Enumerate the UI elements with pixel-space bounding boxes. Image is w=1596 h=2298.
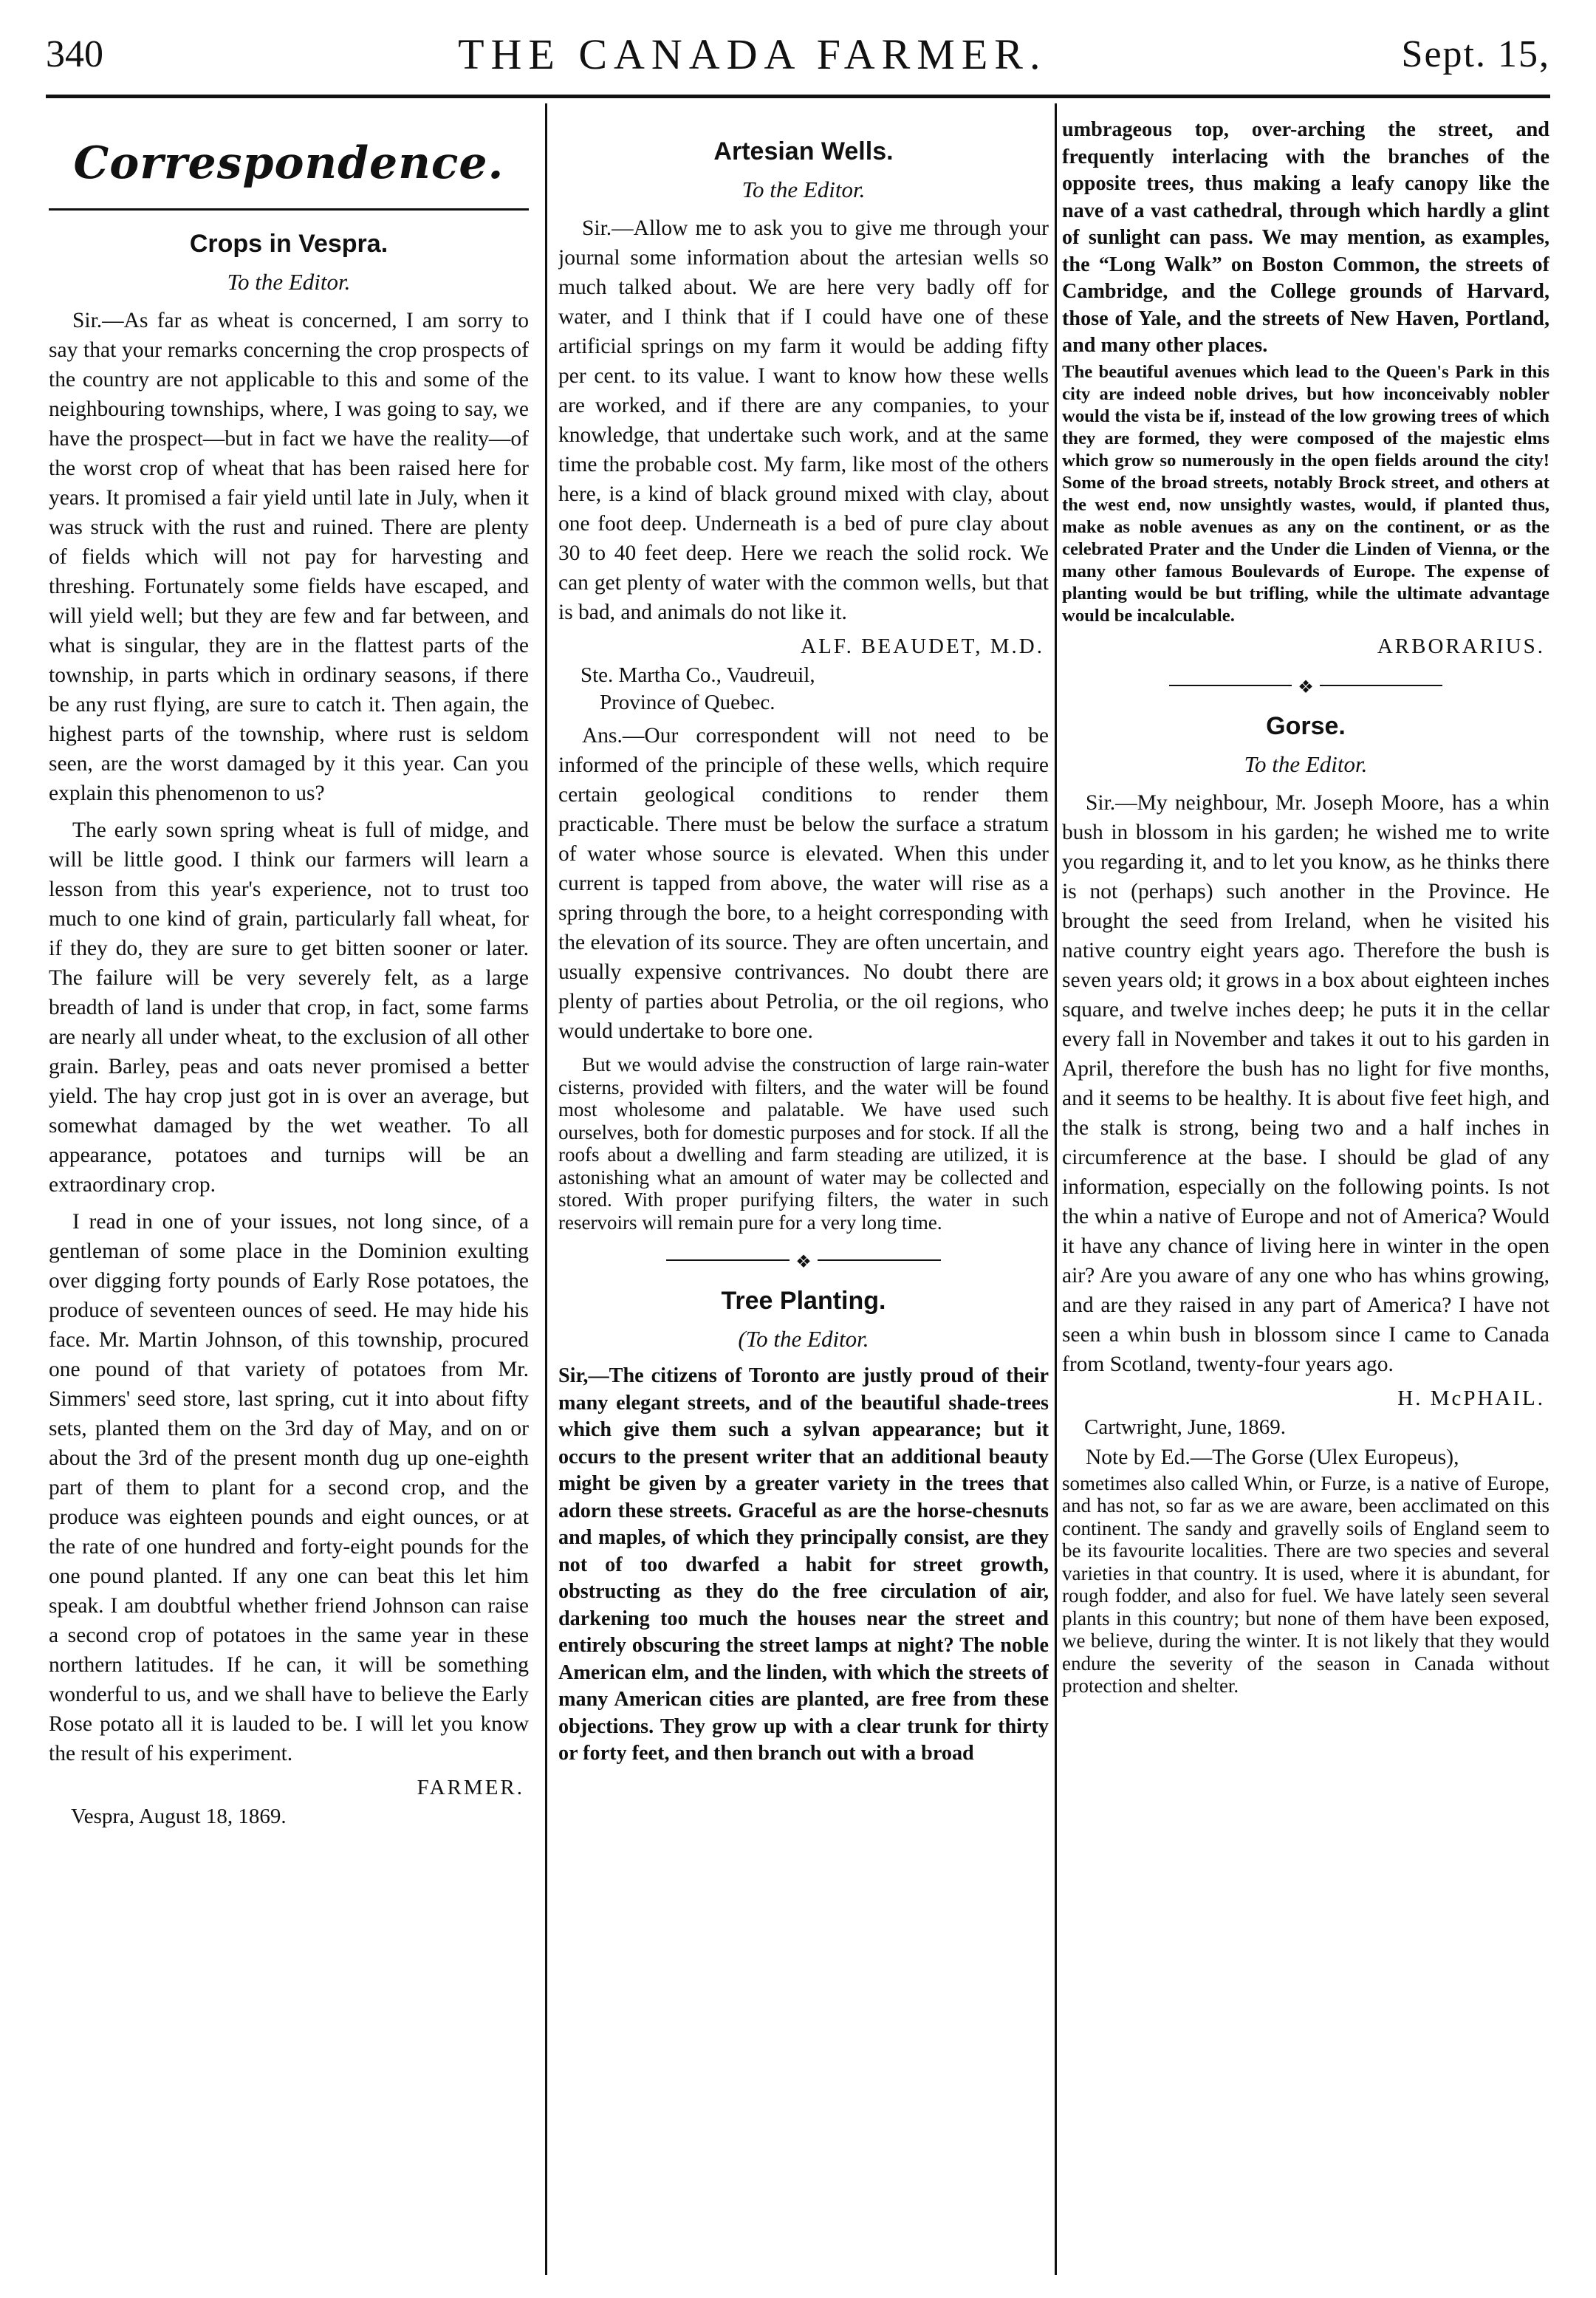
editor-note xyxy=(1062,1443,1549,1472)
article-heading-tree: Tree Planting. xyxy=(721,1287,886,1315)
column-2 xyxy=(558,117,1049,2274)
dateline: Ste. Martha Co., Vaudreuil, xyxy=(580,663,815,687)
to-editor-line: To the Editor. xyxy=(1244,750,1368,777)
dateline: Province of Quebec. xyxy=(600,691,775,714)
column-rule-2 xyxy=(1055,103,1057,2275)
editor-answer: But we would advise the construction of large rain-water cisterns, provided with filters, and the water will be found most wholesome and palatable. We have used such ourselves, both for domestic purposes and for stock. If all the roofs about a dwelling and farm steading are utilized, it is astonishing what an amount of water may be collected and stored. With proper purifying filters, the water in such reservoirs will remain pure for a very long time. xyxy=(558,1053,1049,1234)
signature: ALF. BEAUDET, M.D. xyxy=(801,635,1044,658)
to-editor-line: (To the Editor. xyxy=(738,1326,869,1352)
editor-note-body: sometimes also called Whin, or Furze, is a native of Europe, and has not, so far as we are aware, been acclimated on this continent. The sandy and gravelly soils of England seem to be its favourite localities. There are two species and several varieties in that country. It is used, where it is abundant, for rough fodder, and also for fuel. We have lately seen several plants in this country; but none of them have been exposed, we believe, during the winter. It is not likely that they would endure the severity of the season in Canada without protection and shelter. xyxy=(1062,1471,1549,1697)
section-title: Correspondence. xyxy=(73,137,504,189)
article-paragraph: Sir.—My neighbour, Mr. Joseph Moore, has a whin bush in blossom in his garden; he wished me to write you regarding it, and to let you know, as he thinks there is not (perhaps) such another in the Province. He brought the seed from Ireland, when he visited his native country eight years ago. Therefore the bush is seven years old; it grows in a box about eighteen inches square, and twelve inches deep; he puts it in the cellar every fall in November and takes it out to his garden in April, therefore the bush has no light for five months, and it seems to be healthy. It is about five feet high, and the stalk is strong, being two and a half inches in circumference at the base. I should be glad of any information, especially on the following points. Is not the whin a native of Europe and not of America? Would it have any chance of living here in winter in the open air? Are you aware of any one who has whins growing, and are they raised in any part of America? I have not seen a whin bush in blossom since I came to Canada from Scotland, twenty-four years ago. xyxy=(1062,790,1549,1376)
article-heading-crops: Crops in Vespra. xyxy=(189,230,388,258)
signature: H. McPHAIL. xyxy=(1397,1386,1545,1410)
section-rule xyxy=(49,208,529,211)
editor-note-lead: Note by Ed.—The Gorse (Ulex Europeus), xyxy=(1086,1445,1459,1469)
to-editor-line: To the Editor. xyxy=(742,177,866,202)
page-number: 340 xyxy=(46,33,103,75)
column-rule-1 xyxy=(545,103,547,2275)
article-paragraph: umbrageous top, over-arching the street, and frequently interlacing with the branches of the opposite trees, thus making a leafy canopy like the nave of a vast cathedral, through which hardly a glint of sunlight can pass. We may mention, as examples, the “Long Walk” on Boston Common, the streets of Cambridge, and the College grounds of Harvard, those of Yale, and the streets of New Haven, Portland, and many other places. xyxy=(1062,118,1549,357)
article-heading-artesian: Artesian Wells. xyxy=(713,137,894,165)
article-paragraph: Sir,—The citizens of Toronto are justly proud of their many elegant streets, and of the beautiful shade-trees which give them such a sylvan appearance; but it occurs to the present writer that an additional beauty might be given by a greater variety in the trees that adorn these streets. Graceful as are the horse-chesnuts and maples, of which they principally consist, are they not of too dwarfed a habit for street growth, obstructing as they do the free circulation of air, darkening too much the houses near the street and entirely obscuring the street lamps at night? The noble American elm, and the linden, with which the streets of many American cities are planted, are free from these objections. They grow up with a clear trunk for thirty or forty feet, and then branch out with a broad xyxy=(558,1364,1049,1765)
column-1 xyxy=(49,117,529,2274)
signature: FARMER. xyxy=(417,1776,524,1799)
ornament-divider: ❖ xyxy=(558,1251,1049,1269)
to-editor-line: To the Editor. xyxy=(227,269,351,295)
ornament-divider: ❖ xyxy=(1062,677,1549,694)
running-header xyxy=(46,21,1550,87)
article-paragraph: I read in one of your issues, not long since, of a gentleman of some place in the Dominion exulting over digging forty pounds of Early Rose potatoes, the produce of seventeen ounces of seed. He may hide his face. Mr. Martin Johnson, of this township, procured one pound of that variety of potatoes from Mr. Simmers' seed store, last spring, cut it into about fifty sets, planted them on the 3rd day of May, and on or about the 3rd of the present month dug up one-eighth part of them to plant for a second crop, and the produce was eighteen pounds and eight ounces, or at the rate of one hundred and forty-eight pounds for the one pound planted. If any one can beat this let him speak. I am doubtful whether friend Johnson can raise a second crop of potatoes in the same year in these northern latitudes. If he can, it will be something wonderful to us, and we shall have to believe the Early Rose potato all it is lauded to be. I will let you know the result of his experiment. xyxy=(49,1210,529,1765)
article-paragraph: The beautiful avenues which lead to the Queen's Park in this city are indeed noble drives, but how inconceivably nobler would the vista be if, instead of the low growing trees of which they are formed, they were composed of the majestic elms which grow so numerously in the open fields around the city! Some of the broad streets, notably Brock street, and others at the west end, now unsightly wastes, would, if planted thus, make as noble avenues as any on the continent, or as the celebrated Prater and the Under die Linden of Vienna, or the many other famous Boulevards of Europe. The expense of planting would be but trifling, while the ultimate advantage would be incalculable. xyxy=(1062,361,1549,626)
column-3 xyxy=(1062,117,1549,2274)
signature: ARBORARIUS. xyxy=(1377,634,1545,658)
editor-answer: Ans.—Our correspondent will not need to be informed of the principle of these wells, which require certain geological conditions to render them practicable. There must be below the surface a stratum of water whose source is elevated. When this under current is tapped from above, the water will rise as a spring through the bore, to a height corresponding with the elevation of its source. They are often uncertain, and usually expensive contrivances. No doubt there are plenty of parties about Petrolia, or the oil regions, who would undertake to bore one. xyxy=(558,724,1049,1043)
article-paragraph: Sir.—Allow me to ask you to give me through your journal some information about the artesian wells so much talked about. We are here very badly off for water, and I think that if I could have one of these artificial springs on my farm it would be adding fifty per cent. to its value. I want to know how these wells are worked, and if there are any companies, to your knowledge, that undertake such work, and at the same time the probable cost. My farm, like most of the others here, is a kind of black ground mixed with clay, about one foot deep. Underneath is a bed of pure clay about 30 to 40 feet deep. Here we reach the solid rock. We can get plenty of water with the common wells, but that is bad, and animals do not like it. xyxy=(558,216,1049,624)
header-rule xyxy=(46,95,1550,98)
dateline: Cartwright, June, 1869. xyxy=(1084,1415,1287,1439)
masthead: THE CANADA FARMER. xyxy=(458,30,1047,78)
article-paragraph: The early sown spring wheat is full of midge, and will be little good. I think our farmers will learn a lesson from this year's experience, not to trust too much to one kind of grain, particularly fall wheat, for if they do, they are sure to get bitten sooner or later. The failure will be very severely felt, as a large breadth of land is under that crop, in fact, some farms are nearly all under wheat, to the exclusion of all other grain. Barley, peas and oats never promised a better yield. The hay crop just got in is over an average, but somewhat damaged by the wet weather. To all appearance, potatoes and turnips will be an extraordinary crop. xyxy=(49,818,529,1197)
dateline: Vespra, August 18, 1869. xyxy=(71,1805,287,1828)
issue-date: Sept. 15, xyxy=(1401,33,1550,75)
article-paragraph: Sir.—As far as wheat is concerned, I am sorry to say that your remarks concerning the crop prospects of the country are not applicable to this and some of the neighbouring townships, where, I was going to say, we have the prospect—but in fact we have the reality—of the worst crop of wheat that has been raised here for years. It promised a fair yield until late in July, when it was struck with the rust and ruined. There are plenty of fields which will not pay for harvesting and threshing. Fortunately some fields have escaped, and will yield well; but they are few and far between, and what is singular, they are in the flattest parts of the township, in parts which in ordinary seasons, if there be any rust flying, are sure to catch it. Then again, the highest parts of the township, where rust is seldom seen, are the worst damaged by it this year. Can you explain this phenomenon to us? xyxy=(49,309,529,805)
article-heading-gorse: Gorse. xyxy=(1266,711,1346,740)
